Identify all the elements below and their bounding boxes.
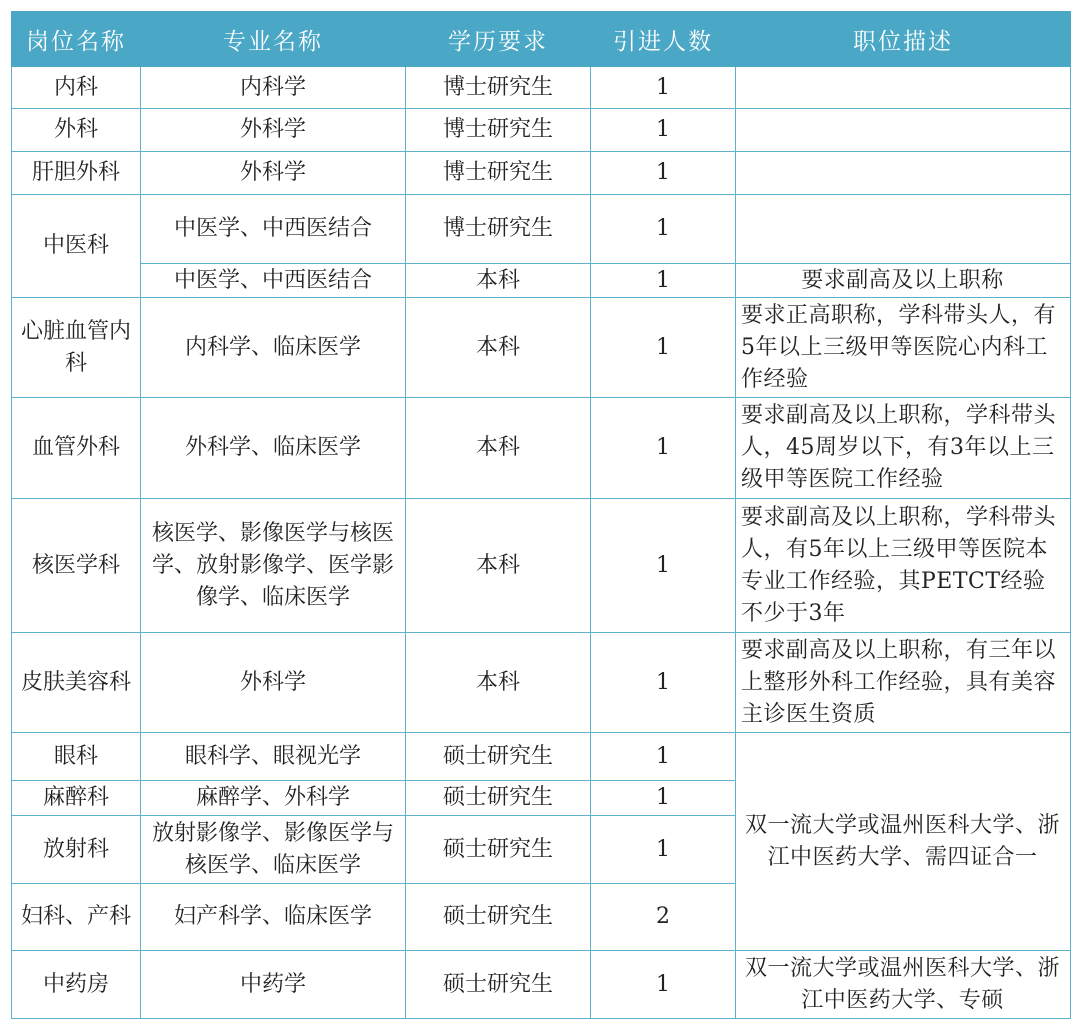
table-row [12,67,1071,109]
major-cell: 中药学 [141,951,406,1019]
education-cell: 本科 [406,499,591,633]
description-cell: 要求副高及以上职称，有三年以上整形外科工作经验，具有美容主诊医生资质 [736,633,1071,733]
education-cell: 硕士研究生 [406,816,591,884]
post-cell: 中药房 [12,951,141,1019]
major-cell: 中医学、中西医结合 [141,264,406,298]
major-cell: 眼科学、眼视光学 [141,733,406,781]
major-cell: 核医学、影像医学与核医学、放射影像学、医学影像学、临床医学 [141,499,406,633]
count-cell: 1 [591,195,736,264]
post-cell: 内科 [12,67,141,109]
table-row [12,733,1071,781]
post-cell: 放射科 [12,816,141,884]
header-description: 职位描述 [736,12,1071,67]
count-cell: 1 [591,67,736,109]
header-count: 引进人数 [591,12,736,67]
education-cell: 本科 [406,298,591,398]
count-cell: 1 [591,951,736,1019]
education-cell: 硕士研究生 [406,781,591,816]
post-cell: 皮肤美容科 [12,633,141,733]
education-cell: 硕士研究生 [406,884,591,951]
count-cell: 1 [591,152,736,195]
table-row [12,398,1071,499]
count-cell: 1 [591,398,736,499]
description-cell: 要求副高及以上职称 [736,264,1071,298]
post-cell: 妇科、产科 [12,884,141,951]
post-cell: 眼科 [12,733,141,781]
major-cell: 妇产科学、临床医学 [141,884,406,951]
major-cell: 内科学、临床医学 [141,298,406,398]
description-cell: 双一流大学或温州医科大学、浙江中医药大学、专硕 [736,951,1071,1019]
table-row [12,264,1071,298]
education-cell: 博士研究生 [406,152,591,195]
count-cell: 2 [591,884,736,951]
post-cell: 中医科 [12,195,141,298]
major-cell: 放射影像学、影像医学与核医学、临床医学 [141,816,406,884]
major-cell: 麻醉学、外科学 [141,781,406,816]
description-cell: 要求正高职称，学科带头人，有5年以上三级甲等医院心内科工作经验 [736,298,1071,398]
major-cell: 内科学 [141,67,406,109]
table-row [12,195,1071,264]
post-cell: 心脏血管内科 [12,298,141,398]
education-cell: 博士研究生 [406,195,591,264]
table-row [12,633,1071,733]
table-row [12,298,1071,398]
header-row [12,12,1071,67]
count-cell: 1 [591,264,736,298]
education-cell: 博士研究生 [406,67,591,109]
major-cell: 外科学 [141,152,406,195]
description-cell: 双一流大学或温州医科大学、浙江中医药大学、需四证合一 [736,733,1071,951]
header-education: 学历要求 [406,12,591,67]
header-post: 岗位名称 [12,12,141,67]
count-cell: 1 [591,298,736,398]
recruitment-table [11,11,1071,1019]
table-row [12,499,1071,633]
post-cell: 血管外科 [12,398,141,499]
education-cell: 硕士研究生 [406,733,591,781]
post-cell: 麻醉科 [12,781,141,816]
major-cell: 外科学、临床医学 [141,398,406,499]
count-cell: 1 [591,633,736,733]
education-cell: 本科 [406,633,591,733]
major-cell: 外科学 [141,633,406,733]
count-cell: 1 [591,109,736,152]
count-cell: 1 [591,733,736,781]
education-cell: 本科 [406,398,591,499]
education-cell: 博士研究生 [406,109,591,152]
major-cell: 外科学 [141,109,406,152]
table-row [12,951,1071,1019]
post-cell: 肝胆外科 [12,152,141,195]
header-major: 专业名称 [141,12,406,67]
post-cell: 核医学科 [12,499,141,633]
count-cell: 1 [591,816,736,884]
major-cell: 中医学、中西医结合 [141,195,406,264]
table-row [12,152,1071,195]
description-cell [736,195,1071,264]
count-cell: 1 [591,781,736,816]
education-cell: 硕士研究生 [406,951,591,1019]
table-row [12,109,1071,152]
post-cell: 外科 [12,109,141,152]
recruitment-table-container [11,11,1070,1019]
description-cell: 要求副高及以上职称，学科带头人，45周岁以下，有3年以上三级甲等医院工作经验 [736,398,1071,499]
education-cell: 本科 [406,264,591,298]
description-cell: 要求副高及以上职称，学科带头人，有5年以上三级甲等医院本专业工作经验，其PETCT经验不少于3年 [736,499,1071,633]
count-cell: 1 [591,499,736,633]
description-cell [736,67,1071,109]
description-cell [736,109,1071,152]
description-cell [736,152,1071,195]
